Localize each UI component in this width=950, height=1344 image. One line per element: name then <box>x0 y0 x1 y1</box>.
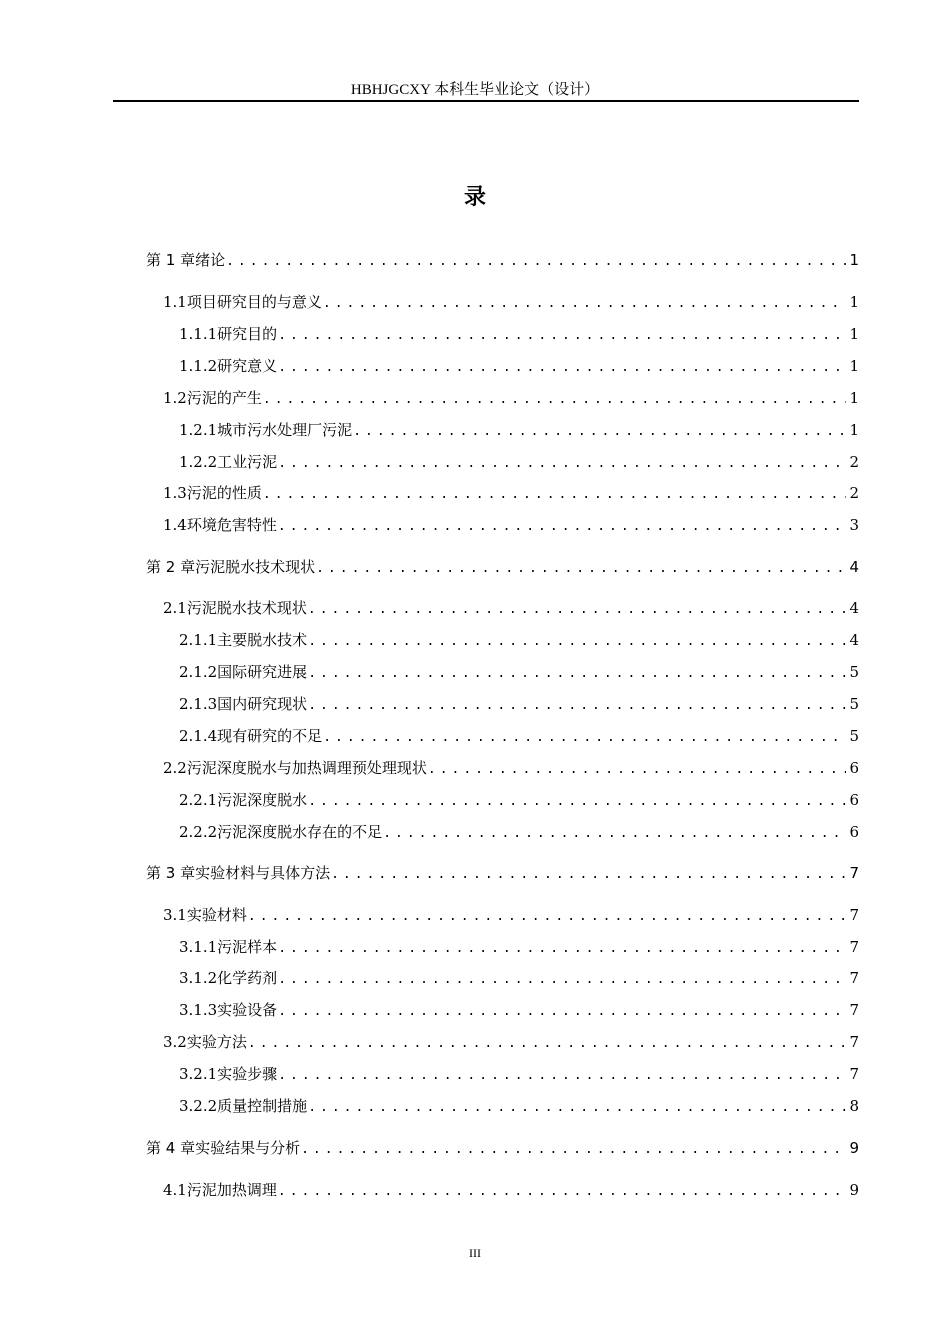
toc-dot-leader <box>308 631 846 653</box>
toc-entry-number: 3.2.1 <box>179 1065 218 1083</box>
toc-entry-number: 2.1.4 <box>179 727 218 745</box>
toc-entry-page: 5 <box>849 695 859 713</box>
toc-dot-leader <box>278 516 847 538</box>
toc-entry-number: 3.1.1 <box>179 938 218 956</box>
toc-entry[interactable] <box>146 1137 859 1159</box>
toc-entry[interactable] <box>163 514 859 536</box>
toc-entry-page: 4 <box>849 631 859 649</box>
toc-entry-page: 7 <box>849 864 859 882</box>
toc-entry-number: 4.1 <box>163 1181 187 1199</box>
toc-entry-number: 1.2.2 <box>179 453 218 471</box>
toc-entry-label: 实验步骤 <box>217 1065 278 1083</box>
toc-entry-page: 4 <box>849 599 859 617</box>
toc-entry[interactable] <box>179 693 859 715</box>
toc-entry-page: 3 <box>849 516 859 534</box>
toc-entry-label: 实验方法 <box>186 1033 247 1051</box>
toc-dot-leader <box>323 293 847 315</box>
toc-entry-label: 实验材料 <box>186 906 247 924</box>
toc-dot-leader <box>278 453 846 475</box>
toc-dot-leader <box>308 791 846 813</box>
header-rule <box>113 100 859 102</box>
toc-entry-page: 1 <box>849 357 859 375</box>
toc-entry-page: 6 <box>849 759 859 777</box>
toc-entry[interactable] <box>179 661 859 683</box>
toc-entry-label: 国际研究进展 <box>217 663 308 681</box>
toc-entry[interactable] <box>146 249 859 271</box>
toc-entry-label: 污泥样本 <box>217 938 278 956</box>
toc-entry-label: 研究意义 <box>217 357 278 375</box>
toc-entry[interactable] <box>163 291 859 313</box>
toc-entry-label: 污泥深度脱水 <box>217 791 308 809</box>
toc-entry[interactable] <box>163 482 859 504</box>
toc-entry[interactable] <box>163 904 859 926</box>
toc-entry-number: 2.2.2 <box>179 823 218 841</box>
toc-entry-page: 1 <box>849 251 859 269</box>
toc-dot-leader <box>428 759 847 781</box>
toc-entry-number: 1.1.2 <box>179 357 218 375</box>
toc-entry-label: 实验材料与具体方法 <box>195 864 331 882</box>
toc-entry-page: 7 <box>849 906 859 924</box>
toc-entry-number: 1.1 <box>163 293 187 311</box>
toc-entry[interactable] <box>146 862 859 884</box>
toc-entry-page: 1 <box>849 389 859 407</box>
toc-dot-leader <box>278 357 846 379</box>
toc-entry[interactable] <box>163 1179 859 1201</box>
toc-dot-leader <box>226 251 846 273</box>
toc-entry-number: 1.1.1 <box>179 325 218 343</box>
toc-entry[interactable] <box>179 629 859 651</box>
toc-entry-page: 7 <box>849 938 859 956</box>
toc-entry-number: 1.3 <box>163 484 187 502</box>
toc-dot-leader <box>278 938 846 960</box>
toc-entry[interactable] <box>179 936 859 958</box>
toc-entry-label: 污泥脱水技术现状 <box>195 558 316 576</box>
toc-entry-page: 7 <box>849 969 859 987</box>
toc-heading: 录 <box>463 185 486 210</box>
toc-entry-page: 1 <box>849 325 859 343</box>
toc-entry[interactable] <box>179 419 859 441</box>
toc-entry-page: 5 <box>849 663 859 681</box>
toc-entry-page: 7 <box>849 1033 859 1051</box>
toc-entry-number: 1.4 <box>163 516 187 534</box>
toc-entry-page: 6 <box>849 791 859 809</box>
toc-entry[interactable] <box>163 387 859 409</box>
toc-entry-page: 1 <box>849 293 859 311</box>
toc-entry-label: 研究目的 <box>217 325 278 343</box>
toc-entry-number: 2.1.1 <box>179 631 218 649</box>
toc-entry-label: 环境危害特性 <box>186 516 277 534</box>
toc-entry-number: 2.2.1 <box>179 791 218 809</box>
toc-entry-number: 第 4 章 <box>146 1139 196 1157</box>
toc-entry-page: 7 <box>849 1065 859 1083</box>
toc-entry-number: 1.2.1 <box>179 421 218 439</box>
toc-entry[interactable] <box>146 556 859 578</box>
toc-entry-label: 污泥加热调理 <box>186 1181 277 1199</box>
toc-entry-number: 3.2.2 <box>179 1097 218 1115</box>
toc-entry-page: 6 <box>849 823 859 841</box>
toc-entry-number: 1.2 <box>163 389 187 407</box>
toc-dot-leader <box>308 695 846 717</box>
toc-dot-leader <box>278 969 846 991</box>
page-header-title: HBHJGCXY 本科生毕业论文（设计） <box>350 82 600 98</box>
toc-dot-leader <box>263 484 847 506</box>
toc-entry[interactable] <box>179 725 859 747</box>
toc-entry-label: 现有研究的不足 <box>217 727 323 745</box>
toc-entry-page: 8 <box>849 1097 859 1115</box>
toc-entry[interactable] <box>179 821 859 843</box>
toc-entry-label: 污泥的性质 <box>186 484 262 502</box>
toc-entry-number: 第 2 章 <box>146 558 196 576</box>
toc-entry-page: 5 <box>849 727 859 745</box>
toc-entry-page: 7 <box>849 1001 859 1019</box>
toc-entry[interactable] <box>179 355 859 377</box>
toc-entry[interactable] <box>163 757 859 779</box>
toc-entry-label: 项目研究目的与意义 <box>186 293 322 311</box>
toc-dot-leader <box>383 823 846 845</box>
toc-entry-label: 绪论 <box>195 251 226 269</box>
toc-dot-leader <box>248 1033 847 1055</box>
toc-entry-number: 3.1 <box>163 906 187 924</box>
toc-dot-leader <box>301 1139 846 1161</box>
toc-entry-label: 污泥的产生 <box>186 389 262 407</box>
toc-entry-label: 实验结果与分析 <box>195 1139 301 1157</box>
toc-entry-number: 第 3 章 <box>146 864 196 882</box>
toc-entry-label: 污泥深度脱水与加热调理预处理现状 <box>186 759 427 777</box>
toc-entry[interactable] <box>179 789 859 811</box>
toc-dot-leader <box>308 599 847 621</box>
toc-entry-page: 4 <box>849 558 859 576</box>
toc-entry-label: 污泥深度脱水存在的不足 <box>217 823 383 841</box>
toc-entry-number: 2.2 <box>163 759 187 777</box>
toc-entry-label: 工业污泥 <box>217 453 278 471</box>
toc-entry-page: 2 <box>849 453 859 471</box>
toc-dot-leader <box>248 906 847 928</box>
toc-entry-label: 污泥脱水技术现状 <box>186 599 307 617</box>
toc-entry-label: 国内研究现状 <box>217 695 308 713</box>
toc-entry-label: 实验设备 <box>217 1001 278 1019</box>
toc-entry[interactable] <box>179 1095 859 1117</box>
toc-dot-leader <box>308 1097 846 1119</box>
toc-dot-leader <box>331 864 846 886</box>
toc-entry-number: 2.1 <box>163 599 187 617</box>
toc-entry-number: 3.1.3 <box>179 1001 218 1019</box>
toc-entry-label: 主要脱水技术 <box>217 631 308 649</box>
toc-entry-label: 城市污水处理厂污泥 <box>217 421 353 439</box>
toc-dot-leader <box>278 1065 846 1087</box>
toc-dot-leader <box>323 727 846 749</box>
toc-dot-leader <box>278 325 846 347</box>
toc-entry-page: 9 <box>849 1181 859 1199</box>
footer-page-number: III <box>469 1246 481 1260</box>
toc-entry-number: 3.1.2 <box>179 969 218 987</box>
toc-entry-label: 质量控制措施 <box>217 1097 308 1115</box>
toc-dot-leader <box>278 1181 847 1203</box>
toc-entry[interactable] <box>179 451 859 473</box>
toc-entry-page: 2 <box>849 484 859 502</box>
toc-dot-leader <box>278 1001 846 1023</box>
toc-dot-leader <box>316 558 846 580</box>
toc-entry[interactable] <box>179 967 859 989</box>
toc-entry-page: 1 <box>849 421 859 439</box>
toc-entry-page: 9 <box>849 1139 859 1157</box>
toc-entry-number: 2.1.2 <box>179 663 218 681</box>
toc-entry-number: 2.1.3 <box>179 695 218 713</box>
toc-entry[interactable] <box>163 1031 859 1053</box>
toc-entry[interactable] <box>179 999 859 1021</box>
toc-entry[interactable] <box>179 323 859 345</box>
toc-entry-number: 第 1 章 <box>146 251 196 269</box>
toc-entry-number: 3.2 <box>163 1033 187 1051</box>
toc-dot-leader <box>263 389 847 411</box>
toc-entry-label: 化学药剂 <box>217 969 278 987</box>
toc-dot-leader <box>308 663 846 685</box>
toc-entry[interactable] <box>163 597 859 619</box>
toc-entry[interactable] <box>179 1063 859 1085</box>
toc-dot-leader <box>353 421 846 443</box>
